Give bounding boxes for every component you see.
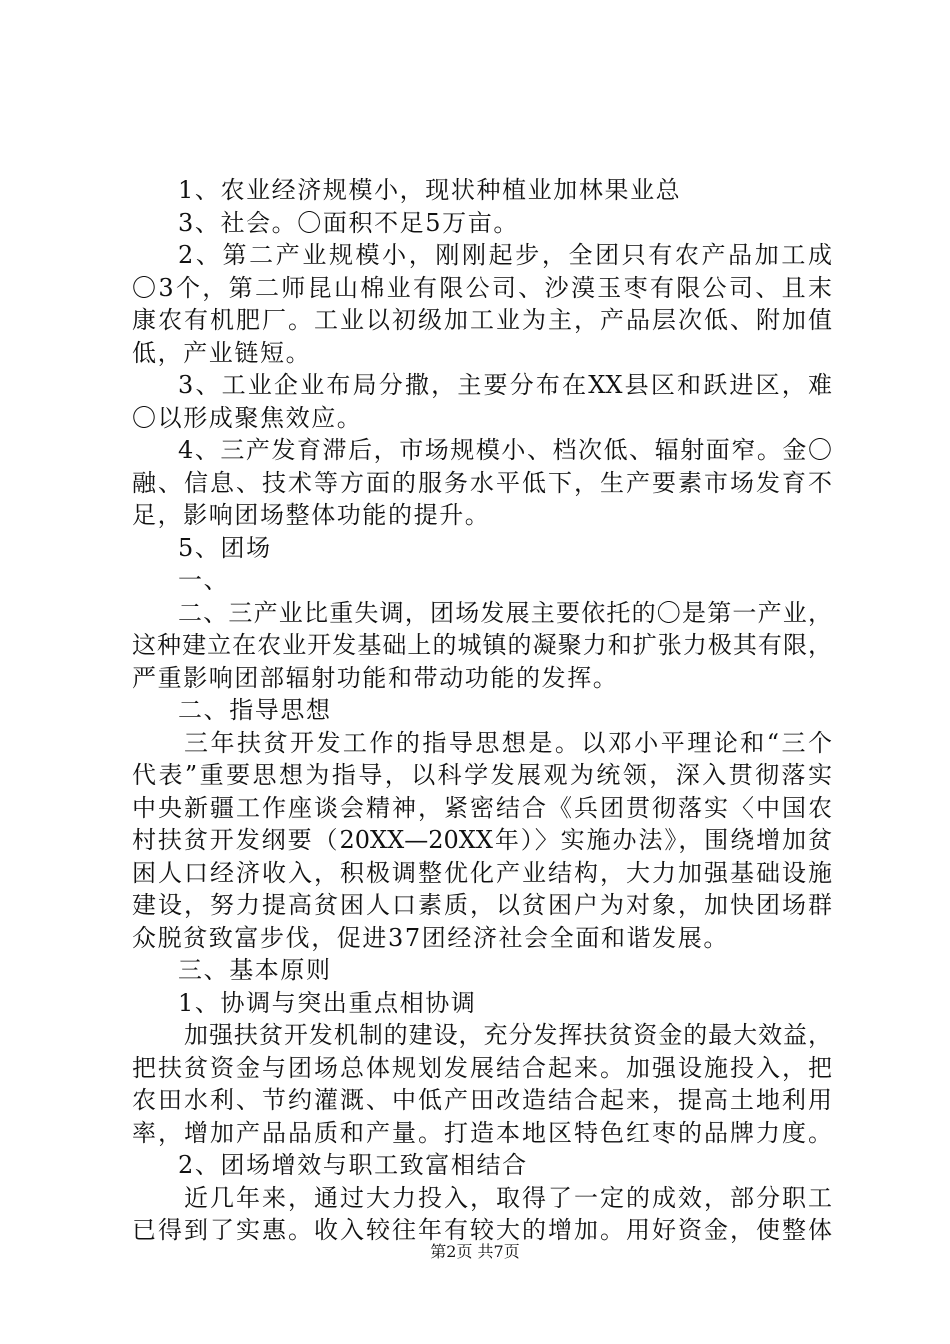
text-line: 康农有机肥厂。工业以初级加工业为主，产品层次低、附加值	[132, 306, 832, 334]
text-line: 三年扶贫开发工作的指导思想是。以邓小平理论和“三个	[184, 728, 832, 757]
section-heading: 二、指导思想	[178, 696, 332, 724]
text-line: 把扶贫资金与团场总体规划发展结合起来。加强设施投入，把	[132, 1053, 832, 1082]
text-line: 众脱贫致富步伐，促进37团经济社会全面和谐发展。	[132, 923, 729, 952]
text-line: 近几年来，通过大力投入，取得了一定的成效，部分职工	[184, 1183, 832, 1212]
page-number: 第2页 共7页	[430, 1242, 520, 1261]
text-line: 2、第二产业规模小，刚刚起步，全团只有农产品加工成	[178, 241, 832, 269]
text-line: 4、三产发育滞后，市场规模小、档次低、辐射面窄。金〇	[178, 436, 832, 464]
text-line: 加强扶贫开发机制的建设，充分发挥扶贫资金的最大效益，	[184, 1021, 832, 1049]
subsection-heading: 2、团场增效与职工致富相结合	[178, 1151, 528, 1179]
text-line: 3、工业企业布局分撒，主要分布在XX县区和跃进区，难	[178, 371, 832, 399]
text-line: 率，增加产品品质和产量。打造本地区特色红枣的品牌力度。	[132, 1118, 832, 1147]
text-line: 足，影响团场整体功能的提升。	[132, 501, 491, 529]
text-line: 一、	[178, 566, 230, 594]
text-line: 困人口经济收入，积极调整优化产业结构，大力加强基础设施	[132, 858, 832, 887]
text-line: 建设，努力提高贫困人口素质，以贫困户为对象，加快团场群	[132, 891, 832, 919]
text-line: 3、社会。〇面积不足5万亩。	[178, 208, 519, 237]
document-body	[132, 174, 832, 1247]
text-line: 这种建立在农业开发基础上的城镇的凝聚力和扩张力极其有限，	[132, 631, 832, 659]
text-line: 低，产业链短。	[132, 338, 312, 367]
text-line: 农田水利、节约灌溉、中低产田改造结合起来，提高土地利用	[132, 1086, 832, 1114]
text-line: 〇3个，第二师昆山棉业有限公司、沙漠玉枣有限公司、且末	[132, 273, 832, 302]
text-line: 代表”重要思想为指导，以科学发展观为统领，深入贯彻落实	[132, 761, 832, 789]
text-line: 二、三产业比重失调，团场发展主要依托的〇是第一产业，	[178, 598, 832, 627]
text-line: 1、农业经济规模小，现状种植业加林果业总	[178, 176, 682, 204]
text-line: 融、信息、技术等方面的服务水平低下，生产要素市场发育不	[132, 468, 832, 497]
text-line: 〇以形成聚焦效应。	[132, 403, 363, 432]
subsection-heading: 1、协调与突出重点相协调	[178, 988, 477, 1017]
text-line: 5、团场	[178, 533, 272, 562]
text-line: 已得到了实惠。收入较往年有较大的增加。用好资金，使整体	[132, 1216, 832, 1244]
text-line: 中央新疆工作座谈会精神，紧密结合《兵团贯彻落实〈中国农	[132, 793, 832, 822]
text-line: 村扶贫开发纲要（20XX—20XX年）〉实施办法》，围绕增加贫	[132, 826, 832, 854]
text-line: 严重影响团部辐射功能和带动功能的发挥。	[132, 663, 619, 692]
section-heading: 三、基本原则	[178, 956, 332, 984]
